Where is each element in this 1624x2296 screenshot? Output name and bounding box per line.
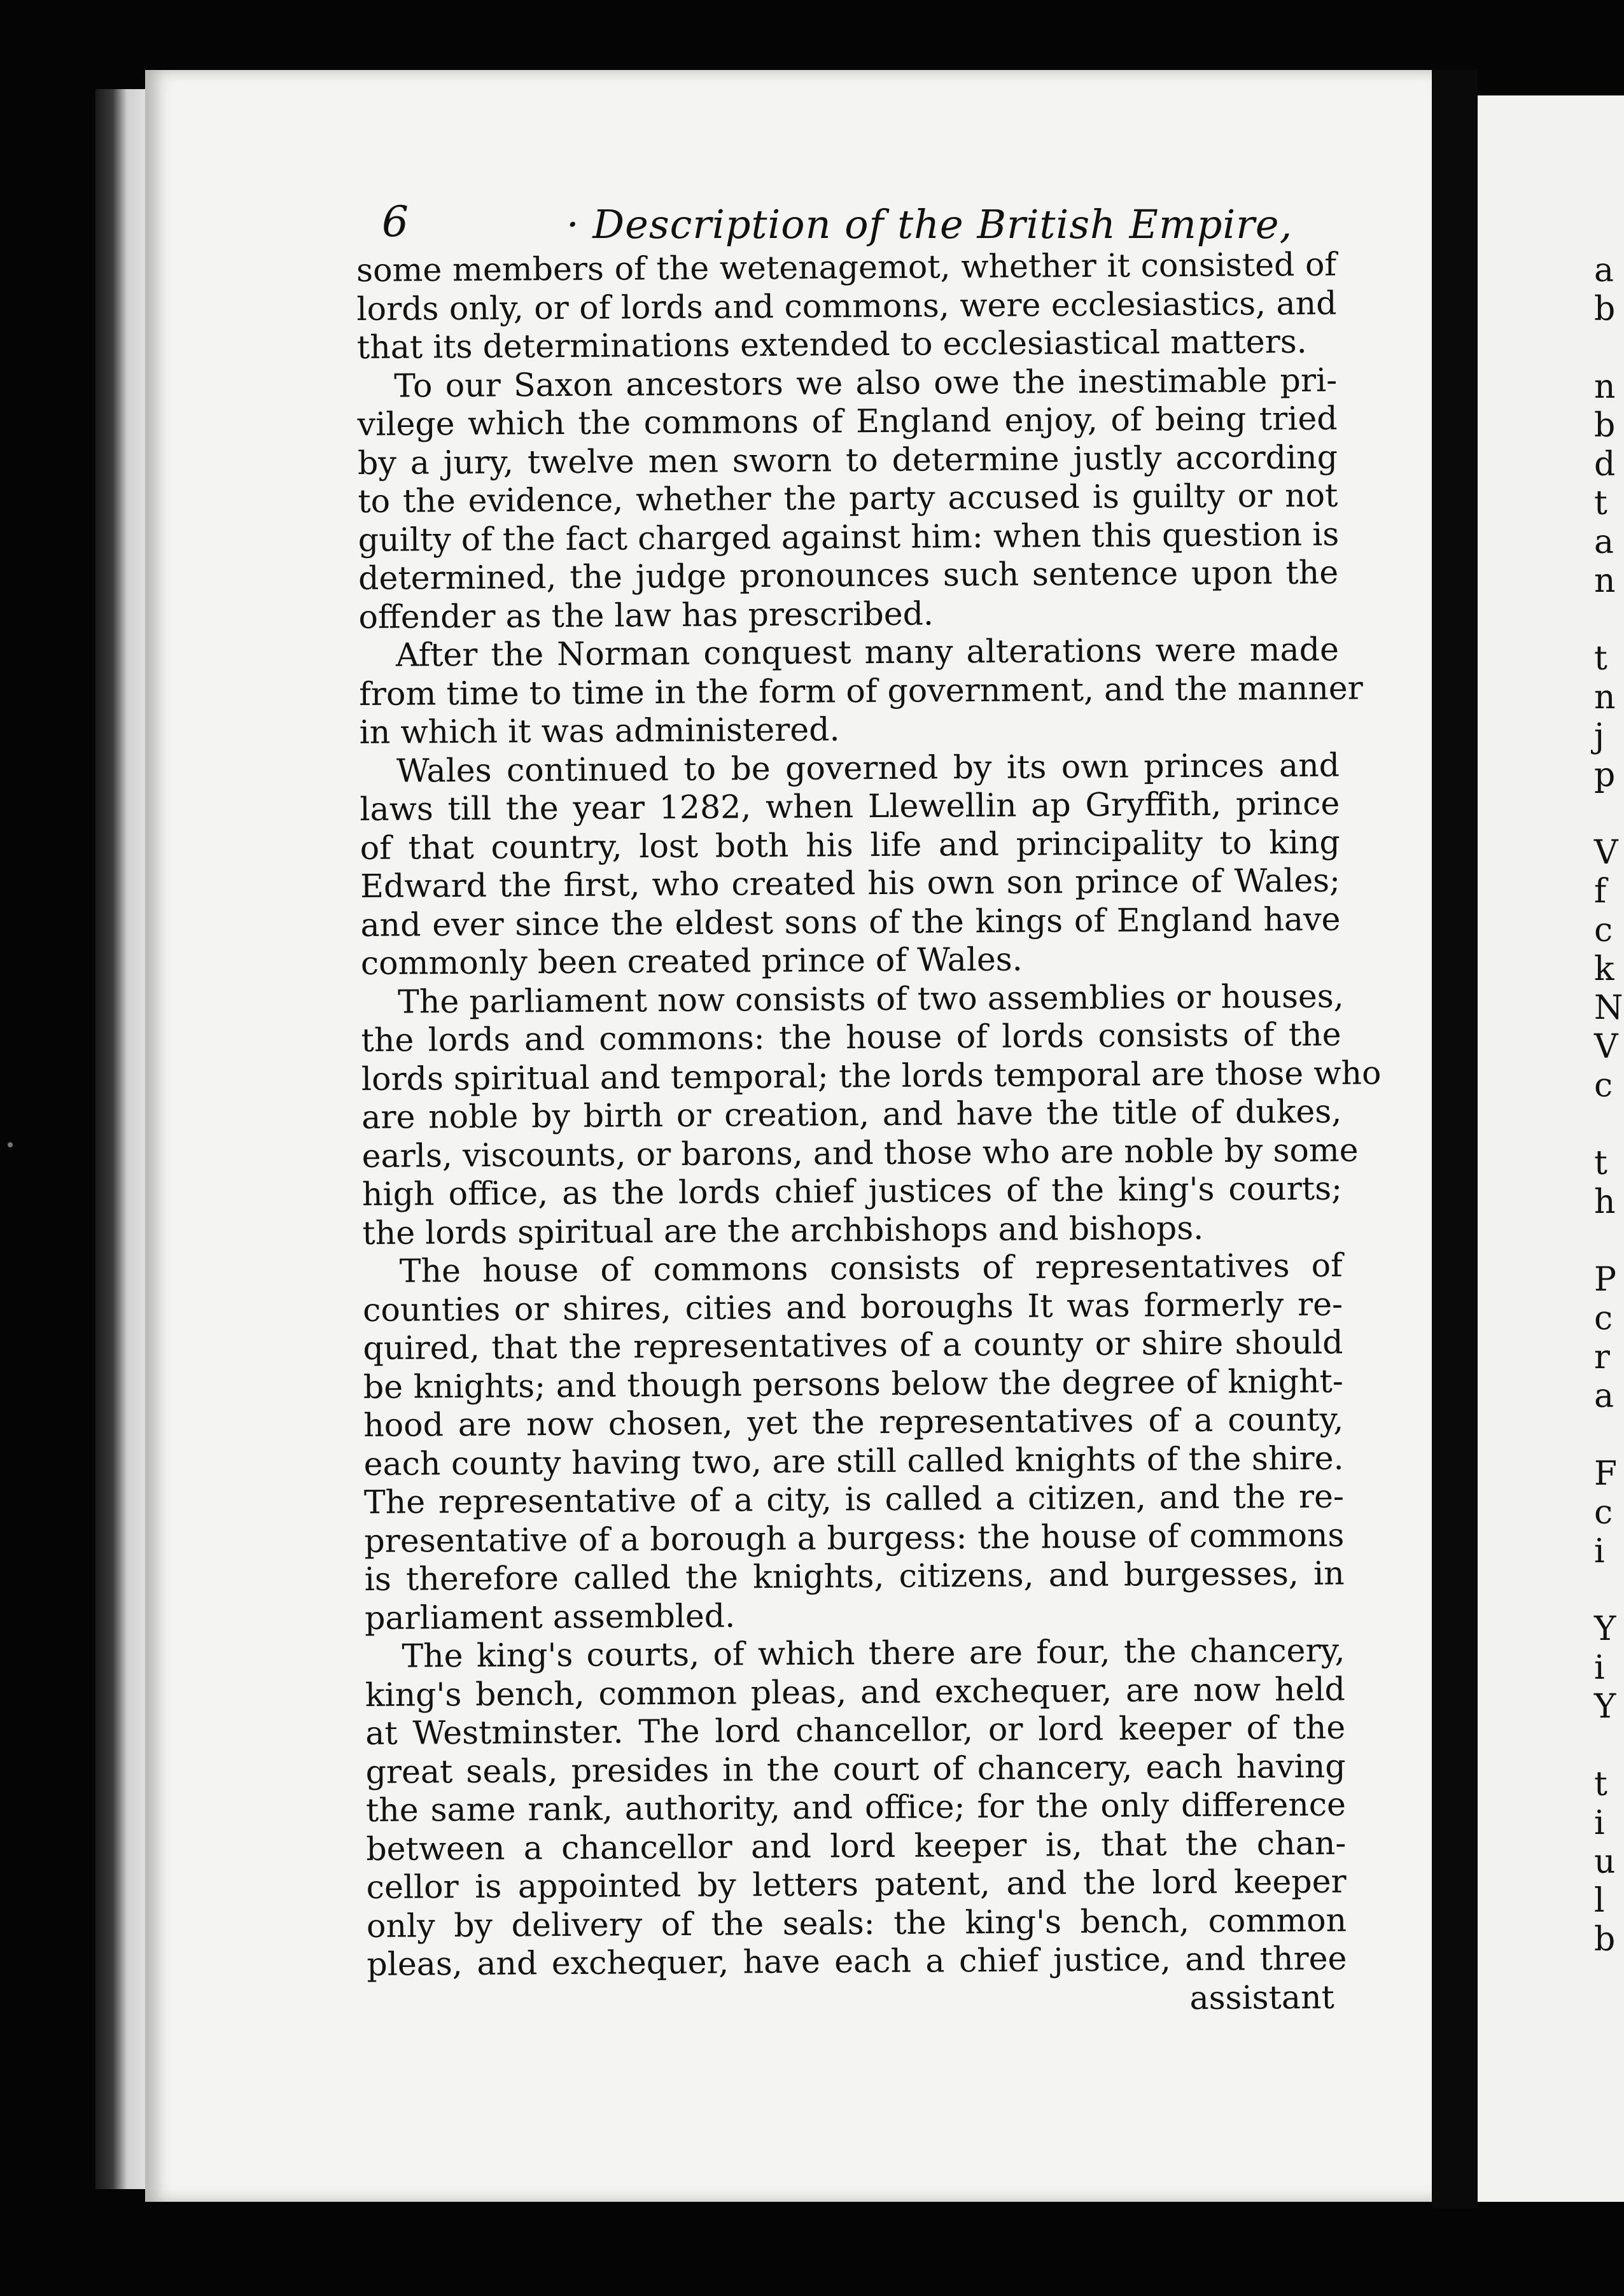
adjacent-page-fragment: b	[1594, 290, 1616, 328]
adjacent-page-fragment: V	[1594, 834, 1618, 872]
adjacent-page-fragment	[1594, 329, 1624, 368]
adjacent-page-fragment: P	[1594, 1261, 1616, 1299]
adjacent-page-fragment: h	[1594, 1183, 1616, 1221]
adjacent-page-fragment	[1594, 795, 1624, 834]
running-title: · Description of the British Empire,	[566, 201, 1293, 248]
text-line: To our Saxon ancestors we also owe the inestimable pri-	[394, 361, 1338, 405]
adjacent-page-fragment	[1594, 1571, 1624, 1610]
text-line: The house of commons consists of representatives of	[399, 1246, 1343, 1290]
text-line: be knights; and though persons below the degree of knight-	[363, 1362, 1344, 1406]
text-line: pleas, and exchequer, have each a chief justice, and three	[367, 1939, 1347, 1983]
text-line: The king's courts, of which there are four, the chancery,	[402, 1631, 1345, 1675]
book-gutter	[1432, 70, 1478, 2208]
adjacent-page-fragment: Y	[1594, 1610, 1616, 1648]
adjacent-page-text	[1594, 251, 1624, 1959]
text-line: lords only, or of lords and commons, were ecclesiastics, and	[356, 284, 1337, 328]
adjacent-page-fragment: k	[1594, 950, 1614, 988]
text-line: cellor is appointed by letters patent, and the lord keeper	[366, 1862, 1347, 1906]
adjacent-page-fragment: b	[1594, 407, 1616, 445]
adjacent-page-fragment: i	[1594, 1804, 1605, 1842]
text-line: parliament assembled.	[364, 1596, 736, 1637]
text-line: laws till the year 1282, when Llewellin ap Gryffith, prince	[360, 784, 1340, 828]
text-line: king's bench, common pleas, and exchequer, are now held	[365, 1670, 1346, 1714]
adjacent-page-fragment: Y	[1594, 1688, 1616, 1726]
catchword: assistant	[1189, 1978, 1334, 2017]
adjacent-page-fragment: t	[1594, 1765, 1607, 1803]
adjacent-page-fragment: c	[1594, 1494, 1613, 1532]
text-line: counties or shires, cities and boroughs It was formerly re-	[362, 1285, 1343, 1329]
adjacent-page-fragment	[1594, 1726, 1624, 1765]
adjacent-page-fragment	[1594, 601, 1624, 640]
adjacent-page-fragment: p	[1594, 756, 1616, 794]
adjacent-page-fragment: a	[1594, 251, 1614, 290]
adjacent-page-fragment: a	[1594, 523, 1614, 561]
text-line: Wales continued to be governed by its own princes and	[396, 746, 1340, 790]
text-line: The representative of a city, is called a citizen, and the re-	[363, 1477, 1345, 1521]
text-line: are noble by birth or creation, and have the title of dukes,	[361, 1092, 1342, 1136]
text-line: of that country, lost both his life and principality to king	[360, 823, 1340, 867]
text-line: high office, as the lords chief justices of the king's courts;	[361, 1169, 1343, 1213]
text-line: the lords and commons: the house of lords consists of the	[361, 1015, 1341, 1059]
text-line: vilege which the commons of England enjoy, of being tried	[357, 399, 1338, 443]
text-line: some members of the wetenagemot, whether it consisted of	[356, 245, 1337, 289]
text-line: to the evidence, whether the party accused is guilty or not	[358, 476, 1338, 520]
adjacent-page-fragment: r	[1594, 1338, 1610, 1376]
text-line: great seals, presides in the court of chancery, each having	[365, 1747, 1346, 1791]
text-line: After the Norman conquest many alterations were made	[395, 630, 1340, 674]
text-line: determined, the judge pronounces such sentence upon the	[358, 553, 1339, 597]
text-line: quired, that the representatives of a county or shire should	[363, 1323, 1343, 1367]
scan-speck	[8, 1142, 13, 1147]
adjacent-page-fragment: n	[1594, 562, 1616, 600]
adjacent-page-fragment: l	[1594, 1882, 1605, 1920]
text-line: is therefore called the knights, citizens, and burgesses, in	[364, 1554, 1345, 1598]
text-line: the lords spiritual are the archbishops and bishops.	[362, 1208, 1204, 1252]
adjacent-page-fragment: N	[1594, 989, 1623, 1027]
text-line: earls, viscounts, or barons, and those who are noble by some	[361, 1130, 1359, 1175]
body-text	[356, 245, 1382, 2022]
text-line: at Westminster. The lord chancellor, or lord keeper of the	[365, 1708, 1346, 1752]
adjacent-page-fragment: t	[1594, 484, 1607, 522]
book-page-edges	[95, 89, 153, 2189]
adjacent-page-fragment: F	[1594, 1455, 1618, 1493]
text-line: guilty of the fact charged against him: when this question is	[358, 515, 1340, 559]
adjacent-page-fragment: t	[1594, 640, 1607, 678]
text-line: from time to time in the form of government, and the manner	[359, 668, 1364, 713]
adjacent-page-fragment: i	[1594, 1649, 1605, 1687]
adjacent-page-fragment: a	[1594, 1377, 1614, 1415]
adjacent-page-fragment: t	[1594, 1144, 1607, 1182]
adjacent-page-fragment: V	[1594, 1028, 1618, 1066]
adjacent-page-fragment	[1594, 1222, 1624, 1261]
adjacent-page-fragment: f	[1594, 872, 1607, 911]
adjacent-page-fragment: j	[1594, 717, 1605, 755]
adjacent-page-fragment: n	[1594, 678, 1616, 717]
text-line: presentative of a borough a burgess: the house of commons	[364, 1516, 1345, 1560]
text-line: hood are now chosen, yet the representatives of a county,	[363, 1400, 1344, 1444]
adjacent-page-fragment: b	[1594, 1921, 1616, 1959]
adjacent-page-fragment: i	[1594, 1532, 1605, 1571]
text-line: by a jury, twelve men sworn to determine justly according	[357, 438, 1338, 482]
adjacent-page-fragment: c	[1594, 911, 1613, 949]
text-line: lords spiritual and temporal; the lords temporal are those who	[361, 1053, 1382, 1098]
text-line: only by delivery of the seals: the king's bench, common	[366, 1901, 1347, 1945]
text-line: between a chancellor and lord keeper is, that the chan-	[366, 1824, 1347, 1868]
adjacent-page-fragment: c	[1594, 1299, 1613, 1338]
adjacent-page-fragment: d	[1594, 445, 1616, 484]
text-line: commonly been created prince of Wales.	[360, 940, 1023, 982]
page-number: 6	[382, 197, 409, 246]
text-line: the same rank, authority, and office; for the only difference	[365, 1785, 1347, 1829]
text-line: The parliament now consists of two assemblies or houses,	[398, 977, 1344, 1021]
text-line: offender as the law has prescribed.	[358, 594, 934, 636]
text-line: Edward the first, who created his own son prince of Wales;	[360, 861, 1341, 905]
text-line: in which it was administered.	[359, 710, 840, 751]
adjacent-page-fragment: n	[1594, 368, 1616, 406]
text-line: each county having two, are still called knights of the shire.	[363, 1439, 1344, 1483]
adjacent-page-fragment	[1594, 1105, 1624, 1144]
adjacent-page-fragment: c	[1594, 1067, 1613, 1105]
text-line: and ever since the eldest sons of the kings of England have	[360, 900, 1341, 944]
adjacent-page-fragment	[1594, 1416, 1624, 1455]
text-line: that its determinations extended to ecclesiastical matters.	[356, 322, 1307, 366]
adjacent-page-fragment: u	[1594, 1843, 1616, 1881]
